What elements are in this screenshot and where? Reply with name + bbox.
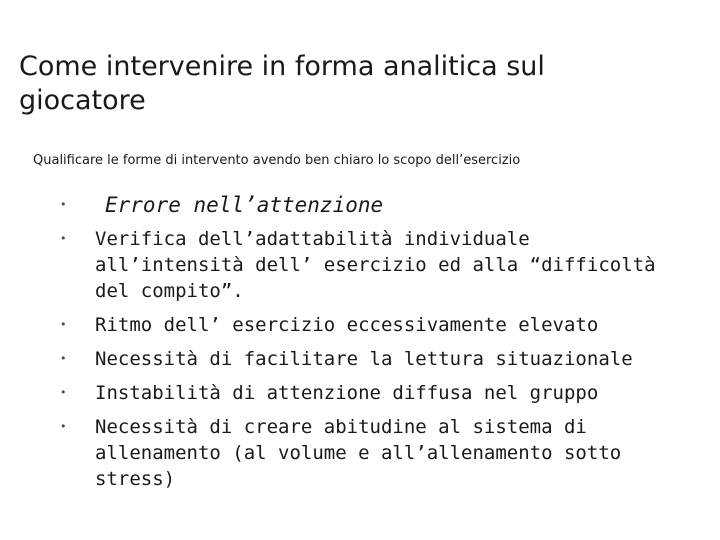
bullet-text: Necessità di facilitare la lettura situazionale <box>95 348 633 370</box>
slide-title: Come intervenire in forma analitica sul giocatore <box>19 51 545 116</box>
bullet-marker: • <box>60 318 67 331</box>
bullet-marker: • <box>60 232 67 245</box>
bullet-marker: • <box>60 420 67 433</box>
bullet-item <box>60 226 660 304</box>
bullet-text: Instabilità di attenzione diffusa nel gruppo <box>95 382 599 404</box>
bullet-item <box>60 380 660 406</box>
bullet-item <box>60 346 660 372</box>
bullet-marker: • <box>60 198 67 211</box>
bullet-marker: • <box>60 352 67 365</box>
bullet-list <box>60 190 660 500</box>
bullet-text: Errore nell’attenzione <box>105 193 384 217</box>
bullet-text: Necessità di creare abitudine al sistema di allenamento (al volume e all’allenamento sotto stress) <box>95 416 622 490</box>
bullet-text: Verifica dell’adattabilità individuale all’intensità dell’ esercizio ed alla “difficoltà del compito”. <box>95 228 656 302</box>
bullet-marker: • <box>60 386 67 399</box>
slide-subtitle: Qualificare le forme di intervento avendo ben chiaro lo scopo dell’esercizio <box>33 153 521 168</box>
bullet-text: Ritmo dell’ esercizio eccessivamente elevato <box>95 314 599 336</box>
bullet-item <box>60 190 660 220</box>
bullet-item <box>60 414 660 492</box>
bullet-item <box>60 312 660 338</box>
